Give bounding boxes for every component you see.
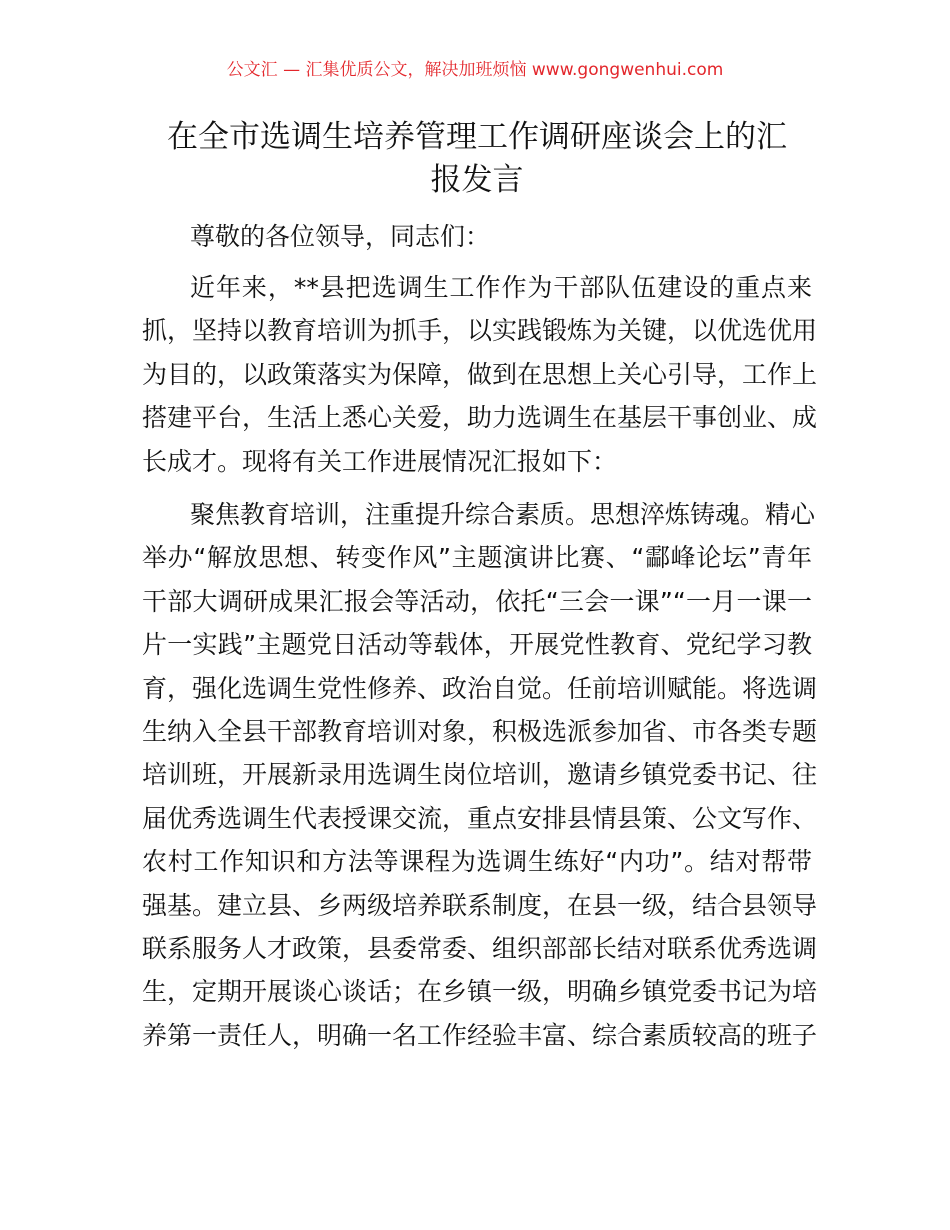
- paragraph-line: 抓，坚持以教育培训为抓手，以实践锻炼为关键，以优选优用: [142, 316, 818, 346]
- paragraph-line: 生纳入全县干部教育培训对象，积极选派参加省、市各类专题: [142, 717, 818, 746]
- watermark-banner: 公文汇 — 汇集优质公文，解决加班烦恼 www.gongwenhui.com: [226, 60, 724, 80]
- paragraph-line: 搭建平台，生活上悉心关爱，助力选调生在基层干事创业、成: [142, 403, 818, 433]
- paragraph-line: 片一实践”主题党日活动等载体，开展党性教育、党纪学习教: [142, 630, 812, 660]
- paragraph-line: 联系服务人才政策，县委常委、组织部部长结对联系优秀选调: [142, 934, 818, 963]
- paragraph-line: 长成才。现将有关工作进展情况汇报如下：: [142, 446, 618, 476]
- salutation: 尊敬的各位领导，同志们：: [190, 222, 491, 251]
- title-line-1: 在全市选调生培养管理工作调研座谈会上的汇: [167, 119, 787, 155]
- paragraph-line: 近年来，**县把选调生工作作为干部队伍建设的重点来: [190, 273, 812, 302]
- paragraph-line: 培训班，开展新录用选调生岗位培训，邀请乡镇党委书记、往: [142, 760, 818, 790]
- document-title: [142, 116, 812, 202]
- paragraph-line: 聚焦教育培训，注重提升综合素质。思想淬炼铸魂。精心: [190, 500, 816, 529]
- paragraph-line: 届优秀选调生代表授课交流，重点安排县情县策、公文写作、: [142, 803, 818, 833]
- paragraph-line: 举办“解放思想、转变作风”主题演讲比赛、“酃峰论坛”青年: [142, 543, 812, 573]
- paragraph-line: 生，定期开展谈心谈话；在乡镇一级，明确乡镇党委书记为培: [142, 977, 818, 1007]
- paragraph-line: 育，强化选调生党性修养、政治自觉。任前培训赋能。将选调: [142, 673, 818, 703]
- paragraph-line: 强基。建立县、乡两级培养联系制度，在县一级，结合县领导: [142, 890, 818, 920]
- paragraph-line: 养第一责任人，明确一名工作经验丰富、综合素质较高的班子: [142, 1020, 818, 1050]
- paragraph-line: 农村工作知识和方法等课程为选调生练好“内功”。结对帮带: [142, 847, 812, 877]
- paragraph-line: 干部大调研成果汇报会等活动，依托“三会一课”“一月一课一: [142, 586, 812, 616]
- title-line-2: 报发言: [430, 162, 524, 198]
- paragraph-line: 为目的，以政策落实为保障，做到在思想上关心引导，工作上: [142, 359, 818, 389]
